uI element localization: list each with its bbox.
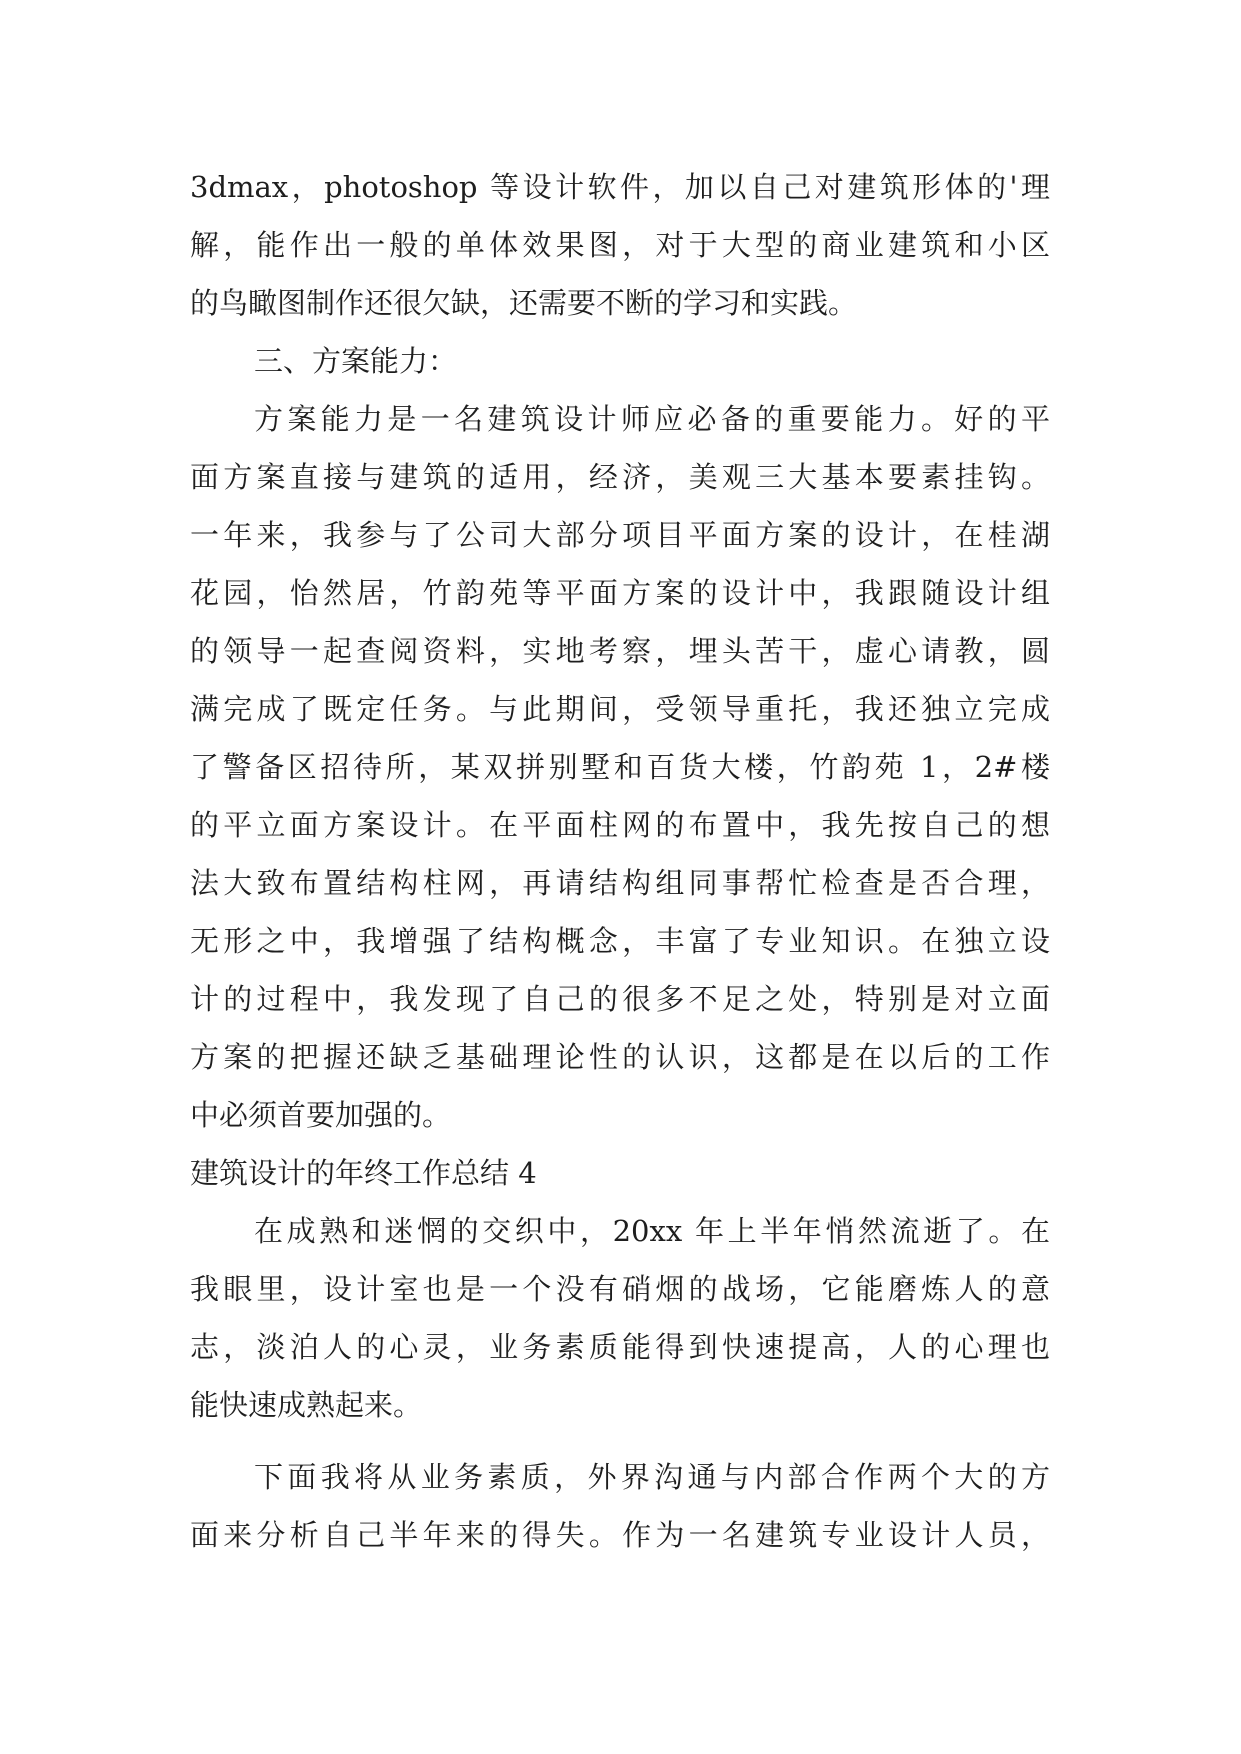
paragraph-line: 的领导一起查阅资料，实地考察，埋头苦干，虚心请教，圆 [190,634,1050,668]
paragraph-line: 方案能力是一名建筑设计师应必备的重要能力。好的平 [254,402,1050,436]
paragraph-gap [190,1434,1050,1448]
paragraph-line: 中必须首要加强的。 [190,1098,452,1132]
paragraph-line: 的平立面方案设计。在平面柱网的布置中，我先按自己的想 [190,808,1050,842]
paragraph-line: 解，能作出一般的单体效果图，对于大型的商业建筑和小区 [190,228,1050,262]
paragraph-line: 计的过程中，我发现了自己的很多不足之处，特别是对立面 [190,982,1050,1016]
paragraph-line: 法大致布置结构柱网，再请结构组同事帮忙检查是否合理， [190,866,1050,900]
paragraph-line: 在成熟和迷惘的交织中，20xx 年上半年悄然流逝了。在 [254,1214,1050,1248]
paragraph-line: 方案的把握还缺乏基础理论性的认识，这都是在以后的工作 [190,1040,1050,1074]
paragraph-line: 志，淡泊人的心灵，业务素质能得到快速提高，人的心理也 [190,1330,1050,1364]
paragraph-line: 能快速成熟起来。 [190,1388,423,1422]
paragraph-line: 的鸟瞰图制作还很欠缺，还需要不断的学习和实践。 [190,286,858,320]
section-heading: 三、方案能力： [254,344,458,378]
paragraph-line: 一年来，我参与了公司大部分项目平面方案的设计，在桂湖 [190,518,1050,552]
paragraph-line: 了警备区招待所，某双拼别墅和百货大楼，竹韵苑 1，2#楼 [190,750,1050,784]
paragraph-line: 无形之中，我增强了结构概念，丰富了专业知识。在独立设 [190,924,1050,958]
paragraph-line: 3dmax，photoshop 等设计软件，加以自己对建筑形体的'理 [190,170,1050,204]
text-column [190,158,1050,1564]
paragraph-line: 下面我将从业务素质，外界沟通与内部合作两个大的方 [254,1460,1050,1494]
section-title: 建筑设计的年终工作总结 4 [190,1156,537,1190]
paragraph-line: 我眼里，设计室也是一个没有硝烟的战场，它能磨炼人的意 [190,1272,1050,1306]
paragraph-line: 面来分析自己半年来的得失。作为一名建筑专业设计人员， [190,1518,1050,1552]
paragraph-line: 满完成了既定任务。与此期间，受领导重托，我还独立完成 [190,692,1050,726]
paragraph-line: 面方案直接与建筑的适用，经济，美观三大基本要素挂钩。 [190,460,1050,494]
paragraph-line: 花园，怡然居，竹韵苑等平面方案的设计中，我跟随设计组 [190,576,1050,610]
